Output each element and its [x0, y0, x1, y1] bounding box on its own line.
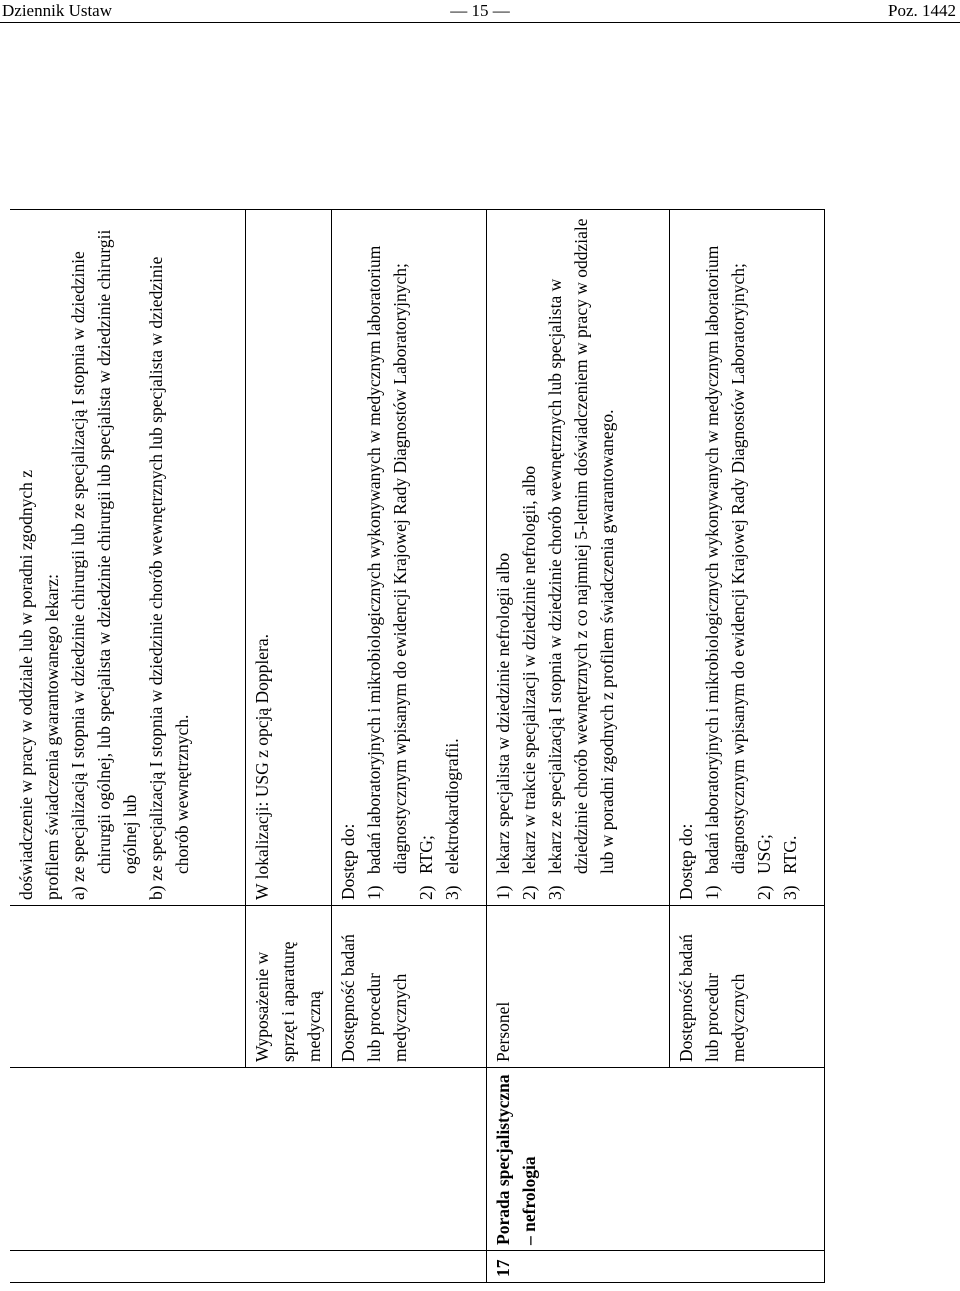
journal-title: Dziennik Ustaw — [2, 1, 113, 20]
staff-cell — [486, 210, 669, 906]
list-item: lekarz ze specjalizacją I stopnia w dziedzinie chorób wewnętrznych lub specjalista w dziedzinie chorób wewnętrznych z co najmniej 5-letnim doświadczeniem w pracy w oddziale lub w poradni zgodnych z profilem świadczenia gwarantowanego. — [544, 218, 617, 874]
table-row — [245, 210, 331, 1283]
label-cell — [10, 906, 245, 1068]
staff-item-a: a) ze specjalizacją I stopnia w dziedzinie chirurgii lub ze specjalizacją I stopnia w dziedzinie chirurgii ogólnej, lub specjalista w dziedzinie chirurgii lub specjalista w dziedzinie chirurgii ogólnej lub — [68, 229, 140, 900]
lp-number: 17 — [486, 1251, 824, 1283]
staff-item-b: b) ze specjalizacją I stopnia w dziedzinie chorób wewnętrznych lub specjalista w dziedzinie chorób wewnętrznych. — [146, 256, 192, 900]
running-header — [0, 0, 960, 24]
table-row — [486, 210, 669, 1283]
table-row — [331, 210, 486, 1283]
staff-text-line: doświadczenie w pracy w oddziale lub w poradni zgodnych z — [16, 469, 36, 900]
staff-text-line: profilem świadczenia gwarantowanego lekarz: — [42, 573, 62, 900]
equipment-label: Wyposażenie w sprzęt i aparaturę medyczną — [245, 906, 331, 1068]
access-cell — [331, 210, 486, 906]
access-label: Dostępność badań lub procedur medycznych — [669, 906, 824, 1068]
list-item: elektrokardiografii. — [441, 738, 462, 874]
list-item: badań laboratoryjnych i mikrobiologicznych wykonywanych w medycznym laboratorium diagnostycznym wpisanym do ewidencji Krajowej Rady Diagnostów Laboratoryjnych; — [363, 245, 410, 874]
equipment-text: W lokalizacji: USG z opcją Dopplera. — [245, 210, 331, 906]
lp-cell — [245, 1251, 331, 1283]
access-list — [699, 214, 803, 900]
page-number: — 15 — — [450, 1, 510, 20]
list-item: USG; — [753, 834, 774, 874]
header-rule — [0, 22, 960, 23]
position-number: Poz. 1442 — [888, 1, 956, 20]
name-cell — [245, 1068, 331, 1251]
lp-cell — [331, 1251, 486, 1283]
access-label: Dostępność badań lub procedur medycznych — [331, 906, 486, 1068]
staff-list — [490, 214, 620, 900]
list-item: RTG; — [415, 835, 436, 874]
list-item: badań laboratoryjnych i mikrobiologicznych wykonywanych w medycznym laboratorium diagnostycznym wpisanym do ewidencji Krajowej Rady Diagnostów Laboratoryjnych; — [701, 245, 748, 874]
list-item: lekarz w trakcie specjalizacji w dziedzinie nefrologii, albo — [518, 465, 539, 874]
lp-cell — [10, 1251, 245, 1283]
table-row — [10, 210, 245, 1283]
list-item: lekarz specjalista w dziedzinie nefrologii albo — [492, 552, 513, 874]
access-intro: Dostęp do: — [337, 823, 358, 900]
access-cell — [669, 210, 824, 906]
benefit-name: Porada specjalistyczna – nefrologia — [486, 1068, 824, 1251]
benefits-table — [10, 209, 825, 1283]
name-cell — [10, 1068, 245, 1251]
staff-requirements-cell — [10, 210, 245, 906]
rotated-table-wrapper — [10, 210, 820, 1283]
list-item: RTG. — [779, 835, 800, 874]
staff-label: Personel — [486, 906, 669, 1068]
access-list — [361, 214, 465, 900]
name-cell — [331, 1068, 486, 1251]
access-intro: Dostęp do: — [675, 823, 696, 900]
